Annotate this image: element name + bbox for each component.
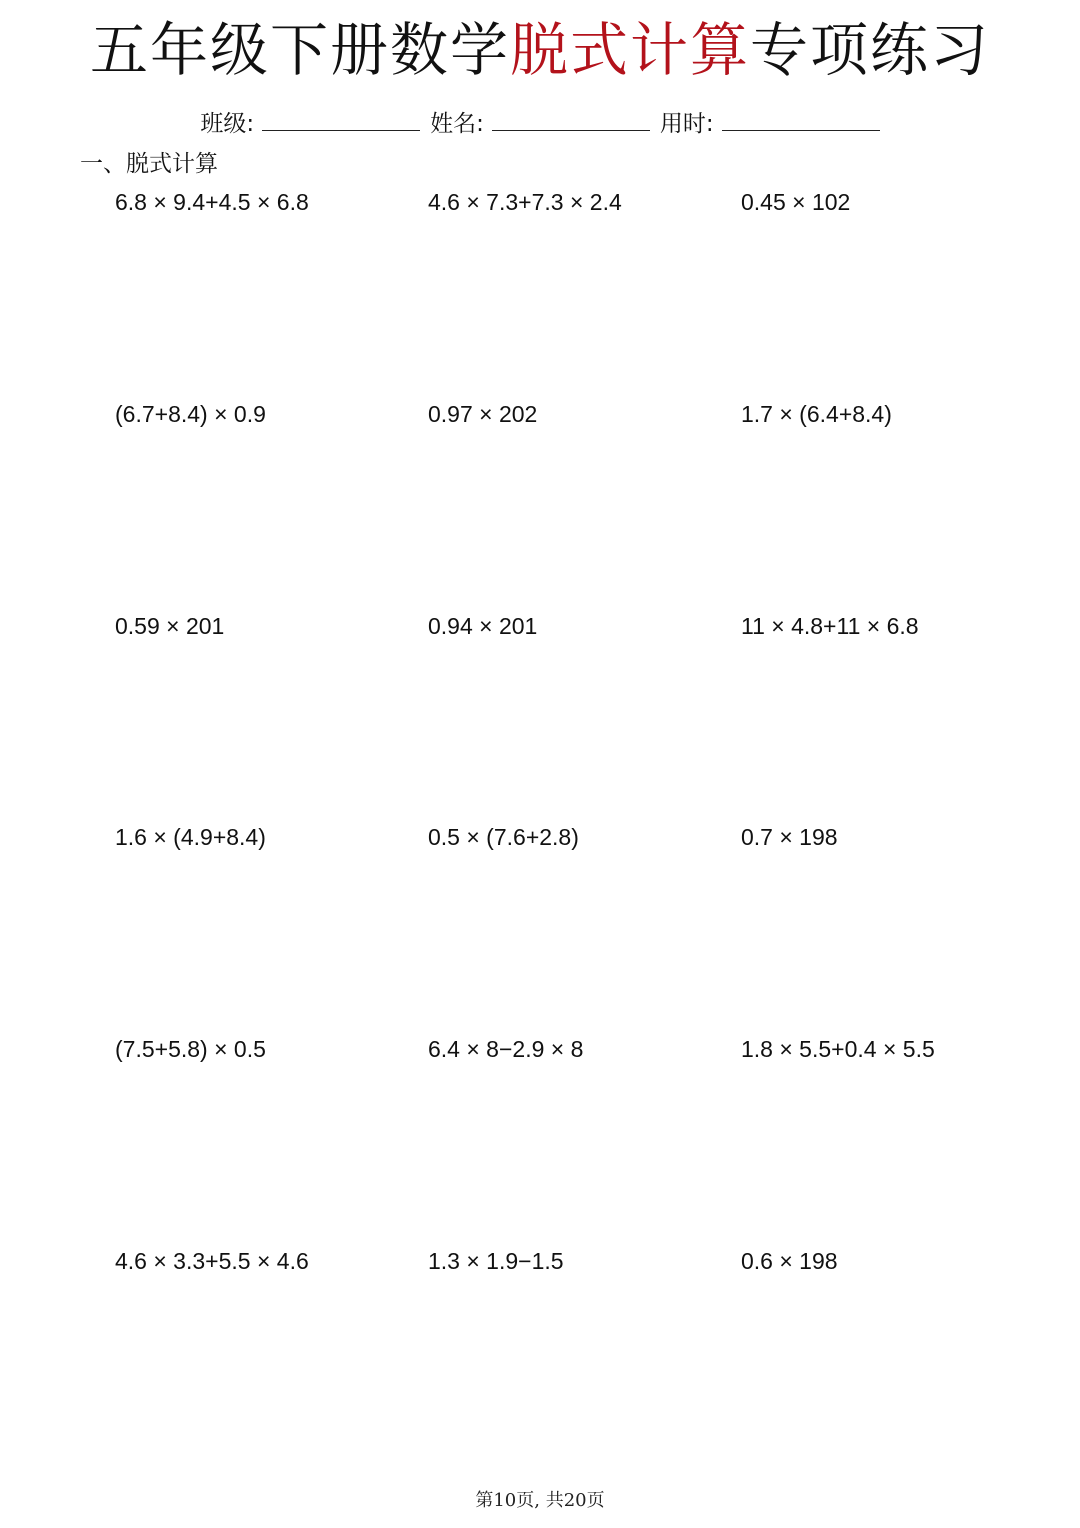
class-field	[200, 108, 420, 140]
section-heading: 一、脱式计算	[80, 151, 218, 177]
problem-item: 11 × 4.8+11 × 6.8	[741, 613, 919, 639]
name-field	[430, 108, 650, 140]
problem-item: 0.5 × (7.6+2.8)	[428, 824, 579, 850]
problem-item: 1.7 × (6.4+8.4)	[741, 401, 892, 427]
time-field	[660, 108, 880, 140]
student-info-row	[0, 108, 1080, 140]
problem-item: 4.6 × 7.3+7.3 × 2.4	[428, 189, 622, 215]
problem-item: 4.6 × 3.3+5.5 × 4.6	[115, 1248, 309, 1274]
problem-item: 0.94 × 201	[428, 613, 538, 639]
title-text-pre: 五年级下册数学	[89, 16, 510, 84]
class-blank-line[interactable]	[262, 110, 420, 131]
problem-item: (7.5+5.8) × 0.5	[115, 1036, 266, 1062]
title-text-accent: 脱式计算	[509, 16, 750, 84]
name-label: 姓名:	[430, 111, 484, 137]
problem-item: 0.7 × 198	[741, 824, 838, 850]
problem-item: 1.6 × (4.9+8.4)	[115, 824, 266, 850]
class-label: 班级:	[200, 111, 255, 137]
problem-item: (6.7+8.4) × 0.9	[115, 401, 266, 427]
problem-item: 0.97 × 202	[428, 401, 538, 427]
problem-item: 1.8 × 5.5+0.4 × 5.5	[741, 1036, 935, 1062]
problem-item: 0.59 × 201	[115, 613, 225, 639]
problem-item: 6.8 × 9.4+4.5 × 6.8	[115, 189, 309, 215]
problem-item: 6.4 × 8−2.9 × 8	[428, 1036, 584, 1062]
page-number: 第10页, 共20页	[475, 1490, 605, 1511]
worksheet-title	[0, 14, 1080, 86]
problem-item: 0.45 × 102	[741, 189, 851, 215]
time-label: 用时:	[659, 111, 714, 137]
problem-item: 0.6 × 198	[741, 1248, 838, 1274]
title-text-post: 专项练习	[750, 16, 991, 84]
problem-item: 1.3 × 1.9−1.5	[428, 1248, 564, 1274]
name-blank-line[interactable]	[492, 110, 650, 131]
time-blank-line[interactable]	[722, 110, 880, 131]
